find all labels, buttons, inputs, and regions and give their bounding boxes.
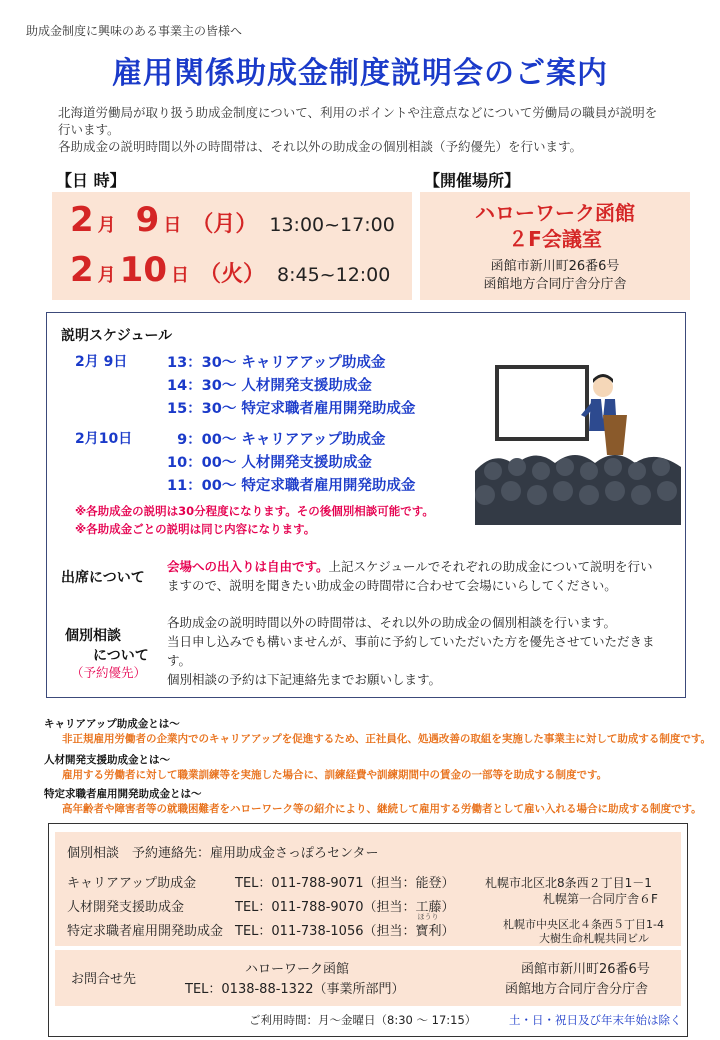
definition-desc: 非正規雇用労働者の企業内でのキャリアアップを促進するため、正社員化、処遇改善の取組を実施した事業主に対して助成する制度です。 (62, 733, 712, 745)
definition-term: 特定求職者雇用開発助成金とは～ (44, 788, 202, 800)
schedule-item: 13：30～ キャリアアップ助成金 (167, 355, 386, 371)
contact-tel (235, 913, 455, 939)
consultation-line: 各助成金の説明時間以外の時間帯は、それ以外の助成金の個別相談を行います。 (167, 615, 617, 630)
definition-term: キャリアアップ助成金とは～ (44, 718, 180, 730)
date-day: 10 (119, 250, 167, 290)
definition-desc: 高年齢者や障害者等の就職困難者をハローワーク等の紹介により、継続して雇用する労働者として雇い入れる場合に助成する制度です。 (62, 803, 702, 815)
schedule-item: 15：30～ 特定求職者雇用開発助成金 (167, 401, 416, 417)
datetime-box (52, 192, 412, 300)
venue-name-line: ハローワーク函館 (475, 201, 635, 225)
attendance-text-1: 上記スケジュールでそれぞれの助成金について説明を行い (328, 559, 653, 574)
schedule-note: ※各助成金の説明は30分程度になります。その後個別相談可能です。 (75, 504, 434, 518)
venue-address-line: 函館地方合同庁舎分庁舎 (483, 277, 627, 292)
contact-person-ruby: ほうり (417, 913, 439, 921)
audience-line: 助成金制度に興味のある事業主の皆様へ (26, 24, 243, 38)
contact-heading: 個別相談 予約連絡先：雇用助成金さっぽろセンター (67, 846, 379, 861)
inquiry-name: ハローワーク函館 (245, 962, 350, 977)
contact-tel-suffix: ） (441, 924, 455, 939)
attendance-highlight: 会場への出入りは自由です。 (167, 559, 329, 574)
consultation-line: 当日申し込みでも構いませんが、事前に予約していただいた方を優先させていただきます。 (167, 634, 655, 668)
date-month: 2 (70, 200, 94, 240)
venue-name (420, 200, 690, 252)
date-day: 9 (135, 200, 160, 240)
page-title: 雇用関係助成金制度説明会のご案内 (112, 56, 608, 91)
inquiry-address: 函館地方合同庁舎分庁舎 (505, 982, 649, 997)
contact-person-name (415, 913, 442, 939)
consultation-reserve: （予約優先） (71, 665, 147, 680)
inquiry-label: お問合せ先 (71, 972, 137, 987)
attendance-label: 出席について (61, 570, 145, 586)
closed-days: 土・日・祝日及び年末年始は除く (509, 1013, 682, 1027)
contact-subsidy-name: 特定求職者雇用開発助成金 (67, 924, 224, 939)
contact-address: 札幌市北区北8条西２丁目1－1 (485, 876, 652, 890)
date-day-unit: 日 (171, 265, 189, 286)
attendance-line: ますので、説明を聞きたい助成金の時間帯に合わせて会場にいらしてください。 (167, 578, 617, 593)
contact-address: 札幌市中央区北４条西５丁目1-4 (503, 918, 664, 931)
venue-address-line: 函館市新川町26番6号 (490, 259, 620, 274)
contact-subsidy-name: キャリアアップ助成金 (67, 876, 197, 891)
venue-address (420, 258, 690, 294)
date-month-unit: 月 (97, 215, 116, 236)
date-month: 2 (70, 250, 94, 290)
intro-line: 各助成金の説明時間以外の時間帯は、それ以外の助成金の個別相談（予約優先）を行います。 (58, 139, 583, 154)
schedule-title: 説明スケジュール (61, 328, 173, 344)
contact-subsidy-name: 人材開発支援助成金 (67, 900, 185, 915)
presenter-illustration (475, 353, 681, 525)
contact-address: 札幌第一合同庁舎６F (543, 892, 658, 906)
date-row (70, 250, 390, 290)
schedule-date: 2月 9日 (75, 354, 128, 370)
venue-box (420, 192, 690, 300)
venue-heading: 【開催場所】 (424, 171, 521, 190)
date-time: 13:00~17:00 (269, 214, 395, 236)
inquiry-tel: TEL：0138-88-1322（事業所部門） (185, 982, 405, 997)
date-row (70, 200, 395, 240)
reservation-contact-panel (55, 832, 681, 946)
inquiry-panel (55, 950, 681, 1006)
contact-tel: TEL：011-788-9071（担当：能登） (235, 876, 455, 891)
date-weekday: （月） (191, 212, 258, 237)
consultation-text (167, 613, 677, 689)
inquiry-address: 函館市新川町26番6号 (521, 962, 650, 977)
business-hours: ご利用時間：月～金曜日（8:30 ～ 17:15） (249, 1013, 477, 1027)
schedule-box (46, 312, 686, 698)
contact-tel: TEL：011-788-9070（担当：工藤） (235, 900, 455, 915)
consultation-line: 個別相談の予約は下記連絡先までお願いします。 (167, 672, 442, 687)
date-time: 8:45~12:00 (277, 264, 391, 286)
definition-term: 人材開発支援助成金とは～ (44, 754, 170, 766)
contact-person-text: 寶利 (415, 924, 442, 939)
date-day-unit: 日 (163, 215, 182, 236)
consultation-label: 個別相談 (65, 628, 121, 644)
date-weekday: （火） (199, 262, 266, 287)
intro-line: 行います。 (58, 122, 120, 137)
definition-desc: 雇用する労働者に対して職業訓練等を実施した場合に、訓練経費や訓練期間中の賃金の一部等を助成する制度です。 (62, 769, 608, 781)
date-month-unit: 月 (97, 265, 116, 286)
consultation-label-sub: について (93, 648, 149, 664)
attendance-text (167, 557, 677, 595)
intro-line: 北海道労働局が取り扱う助成金制度について、利用のポイントや注意点などについて労働局の職員が説明を (58, 105, 658, 120)
schedule-item: 9：00～ キャリアアップ助成金 (167, 432, 386, 448)
datetime-heading: 【日 時】 (56, 171, 126, 190)
contact-box (48, 823, 688, 1037)
schedule-item: 11：00～ 特定求職者雇用開発助成金 (167, 478, 416, 494)
contact-address: 大樹生命札幌共同ビル (539, 932, 649, 945)
contact-tel-prefix: TEL：011-738-1056（担当： (235, 924, 416, 939)
intro-text (58, 104, 698, 155)
attendance-line (167, 557, 677, 576)
venue-room: ２F会議室 (508, 227, 602, 251)
schedule-item: 10：00～ 人材開発支援助成金 (167, 455, 372, 471)
schedule-note: ※各助成金ごとの説明は同じ内容になります。 (75, 522, 316, 536)
schedule-item: 14：30～ 人材開発支援助成金 (167, 378, 372, 394)
schedule-date: 2月10日 (75, 431, 133, 447)
